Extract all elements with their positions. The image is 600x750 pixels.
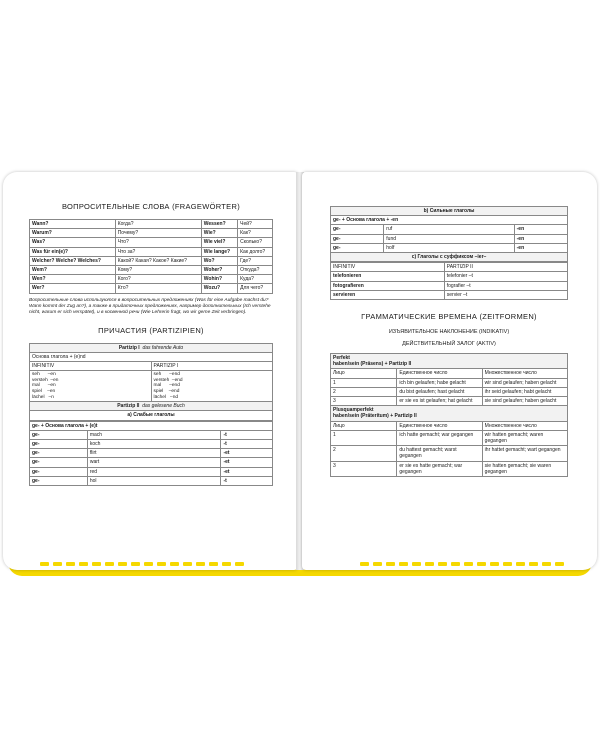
table-row xyxy=(331,234,568,243)
stem-cell: mach xyxy=(87,430,221,439)
prefix-cell: ge- xyxy=(331,225,384,234)
question-de: Wie? xyxy=(201,229,237,238)
perfekt-col-plur: Множественное число xyxy=(482,369,567,378)
stitch-dash xyxy=(516,562,525,566)
question-ru: Какой? Какая? Какое? Какие? xyxy=(115,256,201,265)
question-de: Wen? xyxy=(30,275,116,284)
table-row xyxy=(30,220,273,229)
plural-cell: sie sind gelaufen; haben gelacht xyxy=(482,397,567,406)
stitch-dash xyxy=(183,562,192,566)
question-ru: Чей? xyxy=(238,220,273,229)
stitch-dash xyxy=(451,562,460,566)
plusq-header: Plusquamperfekt haben/sein (Präteritum) + Partizip II xyxy=(331,406,568,421)
table-row xyxy=(331,272,568,281)
stitch-dash xyxy=(412,562,421,566)
perfekt-table xyxy=(330,353,568,477)
question-ru: Кому? xyxy=(115,266,201,275)
stitch-dash xyxy=(464,562,473,566)
prefix-cell: ge- xyxy=(30,458,88,467)
stitch-dash xyxy=(105,562,114,566)
infinitiv-cell: fotografieren xyxy=(331,281,445,290)
weak-title: а) Слабые глаголы xyxy=(30,411,273,420)
partizip1-forms: seh –end versteh –end mal –end spiel –end lächel –nd xyxy=(153,372,183,400)
prefix-cell: ge- xyxy=(30,467,88,476)
plural-cell: sie hatten gemacht; sie waren gegangen xyxy=(482,461,567,476)
singular-cell: du hattest gemacht; warst gegangen xyxy=(397,446,482,461)
question-ru: Почему? xyxy=(115,229,201,238)
table-row xyxy=(30,440,273,449)
question-ru: Как? xyxy=(238,229,273,238)
ending-cell: -t xyxy=(221,430,273,439)
question-ru: Когда? xyxy=(115,220,201,229)
table-row xyxy=(30,476,273,485)
tenses-title: ГРАММАТИЧЕСКИЕ ВРЕМЕНА (ZEITFORMEN) xyxy=(361,312,537,322)
stitch-dash xyxy=(170,562,179,566)
question-de: Wozu? xyxy=(201,284,237,293)
question-de: Was für ein(e)? xyxy=(30,247,116,256)
plural-cell: wir sind gelaufen; haben gelacht xyxy=(482,378,567,387)
table-row xyxy=(30,238,273,247)
plural-cell: wir hatten gemacht; waren gegangen xyxy=(482,430,567,445)
prefix-cell: ge- xyxy=(30,440,88,449)
table-row xyxy=(331,290,568,299)
infinitiv-cell: servieren xyxy=(331,290,445,299)
stitch-dash xyxy=(373,562,382,566)
question-ru: Что? xyxy=(115,238,201,247)
table-row xyxy=(331,225,568,234)
ending-cell: -et xyxy=(221,458,273,467)
stitch-dash xyxy=(235,562,244,566)
partizip1-head: PARTIZIP I xyxy=(151,362,273,371)
right-page xyxy=(302,172,597,570)
stitch-dash xyxy=(438,562,447,566)
weak-verbs-table xyxy=(29,421,273,486)
prefix-cell: ge- xyxy=(30,449,88,458)
left-page xyxy=(3,172,298,570)
question-de: Warum? xyxy=(30,229,116,238)
question-de: Wem? xyxy=(30,266,116,275)
questions-table xyxy=(29,219,273,294)
stitch-dash xyxy=(92,562,101,566)
table-row xyxy=(331,397,568,406)
table-row xyxy=(331,446,568,461)
stitch-dash xyxy=(490,562,499,566)
question-de: Woher? xyxy=(201,266,237,275)
question-de: Wohin? xyxy=(201,275,237,284)
stitch-dash xyxy=(529,562,538,566)
suffix-title: c) Глаголы с суффиксом –ier– xyxy=(331,253,568,262)
table-row xyxy=(331,378,568,387)
question-de: Welcher? Welche? Welches? xyxy=(30,256,116,265)
question-ru: Где? xyxy=(238,256,273,265)
strong-title: b) Сильные глаголы xyxy=(331,207,568,216)
stitch-dash xyxy=(477,562,486,566)
stitch-dash xyxy=(555,562,564,566)
prefix-cell: ge- xyxy=(331,243,384,252)
mood-label: ИЗЪЯВИТЕЛЬНОЕ НАКЛОНЕНИЕ (INDIKATIV) xyxy=(388,329,510,336)
question-de: Wo? xyxy=(201,256,237,265)
stitch-dash xyxy=(209,562,218,566)
strong-formula: ge- + Основа глагола + -en xyxy=(331,216,568,225)
person-cell: 3 xyxy=(331,461,397,476)
voice-label: ДЕЙСТВИТЕЛЬНЫЙ ЗАЛОГ (AKTIV) xyxy=(402,341,496,348)
question-de: Was? xyxy=(30,238,116,247)
stitch-dash xyxy=(386,562,395,566)
plural-cell: ihr hattet gemacht; wart gegangen xyxy=(482,446,567,461)
strong-verbs-table xyxy=(330,206,568,262)
ending-cell: -en xyxy=(514,234,567,243)
question-de: Wessen? xyxy=(201,220,237,229)
stitch-dash xyxy=(222,562,231,566)
stitch-dash xyxy=(503,562,512,566)
stem-cell: red xyxy=(87,467,221,476)
stitch-dash xyxy=(40,562,49,566)
question-de: Wie viel? xyxy=(201,238,237,247)
ending-cell: -t xyxy=(221,476,273,485)
table-row xyxy=(30,256,273,265)
table-row xyxy=(30,247,273,256)
question-ru: Как долго? xyxy=(238,247,273,256)
open-notebook xyxy=(0,172,600,576)
question-ru: Что за? xyxy=(115,247,201,256)
perfekt-col-sing: Единственное число xyxy=(397,369,482,378)
cover-stitching-right xyxy=(360,562,564,568)
partizip2-cell: fografier –t xyxy=(444,281,567,290)
ending-cell: -et xyxy=(221,467,273,476)
table-row xyxy=(30,284,273,293)
stitch-dash xyxy=(53,562,62,566)
table-row xyxy=(331,281,568,290)
question-ru: Кто? xyxy=(115,284,201,293)
stem-cell: ruf xyxy=(384,225,514,234)
suffix-head-inf: INFINITIV xyxy=(331,263,445,272)
question-de: Wie lange? xyxy=(201,247,237,256)
plusq-col-plur: Множественное число xyxy=(482,421,567,430)
singular-cell: du bist gelaufen; hast gelacht xyxy=(397,387,482,396)
questions-title: ВОПРОСИТЕЛЬНЫЕ СЛОВА (FRAGEWÖRTER) xyxy=(61,202,240,211)
question-ru: Для чего? xyxy=(238,284,273,293)
table-row xyxy=(30,266,273,275)
person-cell: 3 xyxy=(331,397,397,406)
table-row xyxy=(331,243,568,252)
table-row xyxy=(331,461,568,476)
stitch-dash xyxy=(66,562,75,566)
partizip2-cell: servier –t xyxy=(444,290,567,299)
infinitiv-forms: seh –en versteh –en mal –en spiel –en lächel –n xyxy=(32,372,59,400)
stitch-dash xyxy=(425,562,434,566)
singular-cell: er sie es ist gelaufen; hat gelacht xyxy=(397,397,482,406)
plusq-col-person: Лицо xyxy=(331,421,397,430)
question-ru: Сколько? xyxy=(238,238,273,247)
singular-cell: ich hatte gemacht; war gegangen xyxy=(397,430,482,445)
plural-cell: ihr seid gelaufen; habt gelacht xyxy=(482,387,567,396)
partizip2-cell: telefonier –t xyxy=(444,272,567,281)
stem-cell: holf xyxy=(384,243,514,252)
stitch-dash xyxy=(157,562,166,566)
infinitiv-head: INFINITIV xyxy=(30,362,152,371)
stem-cell: wart xyxy=(87,458,221,467)
question-de: Wer? xyxy=(30,284,116,293)
prefix-cell: ge- xyxy=(30,476,88,485)
person-cell: 2 xyxy=(331,387,397,396)
p1-formula: Основа глагола + (e)nd xyxy=(30,352,273,361)
stem-cell: flirt xyxy=(87,449,221,458)
table-row xyxy=(30,430,273,439)
ending-cell: -en xyxy=(514,225,567,234)
table-row xyxy=(30,458,273,467)
table-row xyxy=(331,387,568,396)
question-ru: Куда? xyxy=(238,275,273,284)
table-row xyxy=(30,467,273,476)
questions-note: Вопросительные слова используются в вопросительных предложениях (Was für eine Aufgabe machst du? Wann kommt der Zug an?), а также в придаточных предложениях, например дополнительных (Ich verstehe nicht, warum er sich verspätet), и в косвенной речи (Wie Lehrerin fragt, wo wir gerne Zeit verbringen). xyxy=(29,297,271,315)
stitch-dash xyxy=(196,562,205,566)
person-cell: 1 xyxy=(331,378,397,387)
person-cell: 1 xyxy=(331,430,397,445)
question-de: Wann? xyxy=(30,220,116,229)
ending-cell: -et xyxy=(221,449,273,458)
stitch-dash xyxy=(399,562,408,566)
suffix-table xyxy=(330,262,568,300)
person-cell: 2 xyxy=(331,446,397,461)
question-ru: Откуда? xyxy=(238,266,273,275)
cover-stitching-left xyxy=(40,562,244,568)
stitch-dash xyxy=(131,562,140,566)
table-row xyxy=(30,449,273,458)
participles-title: ПРИЧАСТИЯ (PARTIZIPIEN) xyxy=(98,325,204,335)
stitch-dash xyxy=(118,562,127,566)
prefix-cell: ge- xyxy=(331,234,384,243)
table-row xyxy=(30,275,273,284)
infinitiv-cell: telefonieren xyxy=(331,272,445,281)
stitch-dash xyxy=(79,562,88,566)
stitch-dash xyxy=(144,562,153,566)
perfekt-header: Perfekt haben/sein (Präsens) + Partizip II xyxy=(331,354,568,369)
stem-cell: hol xyxy=(87,476,221,485)
question-ru: Кого? xyxy=(115,275,201,284)
ending-cell: -t xyxy=(221,440,273,449)
perfekt-col-person: Лицо xyxy=(331,369,397,378)
stitch-dash xyxy=(542,562,551,566)
suffix-head-p2: PARTIZIP II xyxy=(444,263,567,272)
p1-header: Partizip I das fahrende Auto xyxy=(30,343,273,352)
singular-cell: er sie es hatte gemacht; war gegangen xyxy=(397,461,482,476)
partizip-table xyxy=(29,343,273,421)
prefix-cell: ge- xyxy=(30,430,88,439)
table-row xyxy=(30,229,273,238)
stem-cell: fund xyxy=(384,234,514,243)
singular-cell: ich bin gelaufen; habe gelacht xyxy=(397,378,482,387)
stem-cell: koch xyxy=(87,440,221,449)
ending-cell: -en xyxy=(514,243,567,252)
weak-formula: ge- + Основа глагола + (e)t xyxy=(30,421,273,430)
plusq-col-sing: Единственное число xyxy=(397,421,482,430)
stitch-dash xyxy=(360,562,369,566)
p2-header: Partizip II das gelesene Buch xyxy=(30,402,273,411)
table-row xyxy=(331,430,568,445)
